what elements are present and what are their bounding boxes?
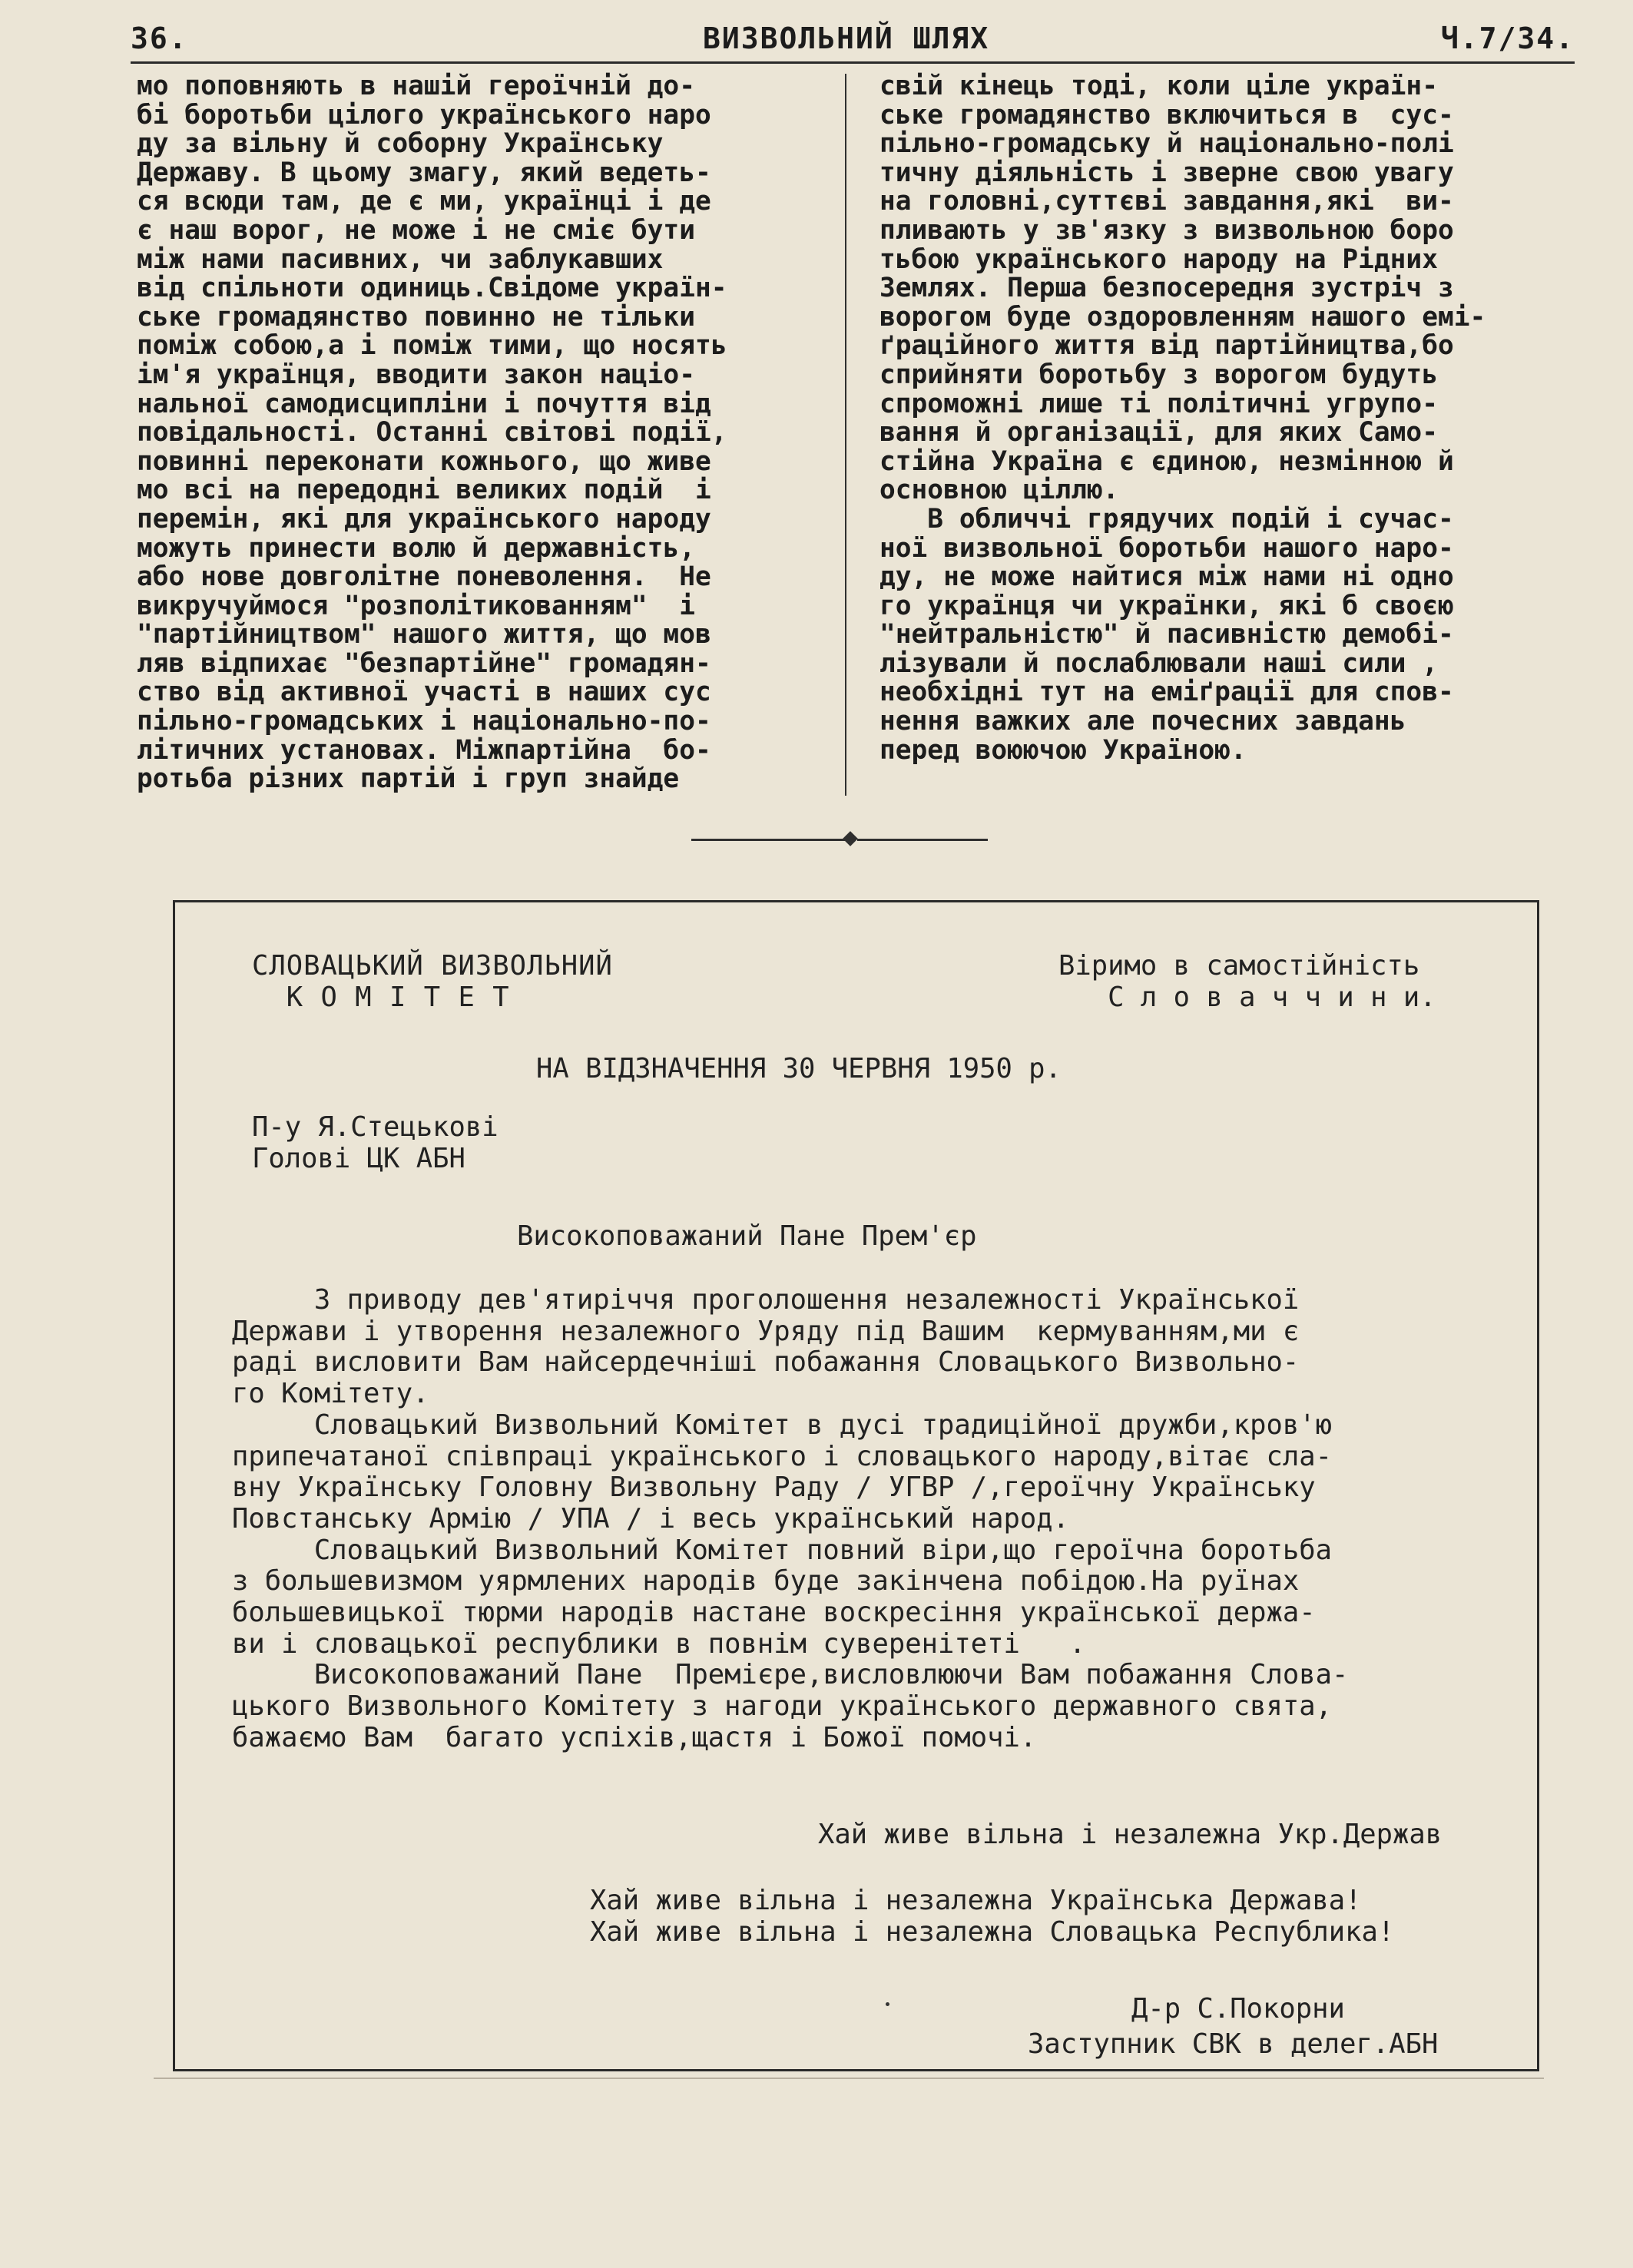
bleed-through-line <box>154 2078 1544 2079</box>
letter-salutation: Високоповажаний Пане Прем'єр <box>517 1220 977 1252</box>
ornament-rule-right <box>857 839 988 841</box>
ornament-diamond-icon <box>843 831 858 846</box>
running-header <box>131 22 1575 65</box>
page-number: 36. <box>131 22 188 55</box>
letter-closing-second: Хай живе вільна і незалежна Українська Держава! Хай живе вільна і незалежна Словацька Республика! <box>590 1885 1395 1948</box>
ornament-rule-left <box>691 839 845 841</box>
committee-name: СЛОВАЦЬКИЙ ВИЗВОЛЬНИЙ К О М І Т Е Т <box>252 950 613 1013</box>
article-left-column: мо поповняють в нашій героїчній до- бі боротьби цілого українського наро ду за вільну й соборну Українську Державу. В цьому змагу, який ведеть- ся всюди там, де є ми, українці і де є наш ворог, не може і не сміє бути між нами пасивних, чи заблукавших від спільноти одиниць.Свідоме україн- ське громадянство повинно не тільки поміж собою,а і поміж тими, що носять ім'я українця, вводити закон націо- нальної самодисципліни і почуття від повідальності. Останні світові події, повинні переконати кожнього, що живе мо всі на передодні великих подій і перемін, які для українського народу можуть принести волю й державність, або нове довголітне поневолення. Не викручуймося "розполітикованням" і "партійництвом" нашого життя, що мов ляв відпихає "безпартійне" громадян- ство від активної участі в наших сус пільно-громадських і національно-по- літичних установах. Міжпартійна бо- ротьба різних партій і груп знайде <box>137 71 727 795</box>
letter-body: З приводу дев'ятиріччя проголошення незалежності Української Держави і утворення незалежного Уряду під Вашим кермуванням,ми є раді висловити Вам найсердечніші побажання Словацького Визвольно- го Комітету. Словацький Визвольний Комітет в дусі традиційної дружби,кров'ю припечатаної співпраці українського і словацького народу,вітає сла- вну Українську Головну Визвольну Раду / УГВР /,героїчну Українську Повстанську Армію / УПА / і весь український народ. Словацький Визвольний Комітет повний віри,що героїчна боротьба з большевизмом уярмлених народів буде закінчена побідою.На руїнах большевицької тюрми народів настане воскресіння української держа- ви і словацької республики в повнім суверенітеті . Високоповажаний Пане Премієре,висловлюючи Вам побажання Слова- цького Визвольного Комітету з нагоди українського державного свята, бажаємо Вам багато успіхів,щастя і Божої помочі. <box>232 1284 1349 1753</box>
letter-box <box>173 900 1539 2071</box>
letter-signature: Д-р С.Покорни <box>1131 1993 1345 2025</box>
journal-title: ВИЗВОЛЬНИЙ ШЛЯХ <box>703 22 990 55</box>
article-right-column: свій кінець тоді, коли ціле україн- ське громадянство включиться в сус- пільно-громадську й національно-полі тичну діяльність і зверне свою увагу на головні,суттєві завдання,які ви- пливають у зв'язку з визвольною боро тьбою українського народу на Рідних Землях. Перша безпосередня зустріч з ворогом буде оздоровленням нашого емі- ґраційного життя від партійництва,бо сприйняти боротьбу з ворогом будуть спроможні лише ті політичні угрупо- вання й організації, для яких Само- стійна Україна є єдиною, незмінною й основною ціллю. В обличчі грядучих подій і сучас- ної визвольної боротьби нашого наро- ду, не може найтися між нами ні одно го українця чи українки, які б своєю "нейтральністю" й пасивністю демобі- лізували й послаблювали наші сили , необхідні тут на еміґрації для спов- нення важких але почесних завдань перед воюючою Україною. <box>879 71 1486 766</box>
signatory-position: Заступник СВК в делег.АБН <box>1028 2028 1439 2060</box>
stray-dot <box>886 2002 889 2006</box>
issue-number: Ч.7/34. <box>1440 22 1575 55</box>
header-rule <box>131 61 1575 64</box>
column-divider <box>845 74 846 796</box>
letter-closing-first: Хай живе вільна і незалежна Укр.Держав <box>818 1819 1443 1850</box>
committee-motto: Віримо в самостійність С л о в а ч ч и н и. <box>1058 950 1436 1013</box>
letter-occasion: НА ВІДЗНАЧЕННЯ 30 ЧЕРВНЯ 1950 р. <box>536 1053 1062 1084</box>
letter-addressee: П-у Я.Стецькові Голові ЦК АБН <box>252 1111 499 1174</box>
